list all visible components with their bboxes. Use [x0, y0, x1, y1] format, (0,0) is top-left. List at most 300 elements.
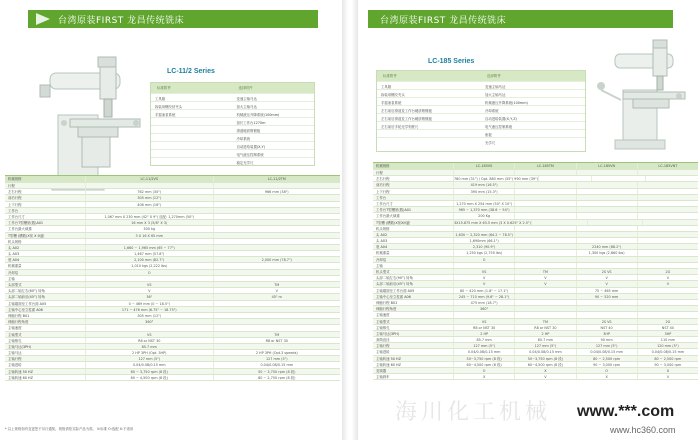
- acc-row: [377, 89, 585, 97]
- spec-cell: 2 HP: [453, 331, 514, 336]
- spec-values: [85, 257, 340, 262]
- spec-cell: O: [576, 368, 637, 373]
- spec-cell: 390 mm (15.3"): [453, 189, 514, 194]
- spec-cell: V: [453, 275, 514, 280]
- spec-cell: 2G: [637, 269, 698, 274]
- spec-values: [453, 275, 698, 280]
- spec-cell: 90 ~ 520 mm: [576, 294, 637, 299]
- spec-values: [453, 343, 698, 348]
- right-spec-table: [373, 162, 698, 380]
- spec-label: 主轴型式: [8, 332, 22, 337]
- acc-cell: 稳定光学尺: [236, 161, 254, 165]
- spec-cell: 245 ~ 715 mm (9.6" ~ 28.1"): [453, 294, 514, 299]
- spec-cell: LC-185VN: [576, 163, 637, 169]
- spec-values: [453, 368, 698, 373]
- spec-cell: V: [637, 374, 698, 379]
- spec-cell: [514, 189, 575, 194]
- spec-values: [85, 183, 340, 188]
- spec-label: 行程: [8, 184, 15, 188]
- acc-cell: 加长工作台1270m: [236, 121, 266, 125]
- spec-label: 伸缩行程角度: [376, 307, 397, 312]
- left-accessories-header: [151, 83, 314, 93]
- spec-cell: 127 mm (5"): [576, 343, 637, 348]
- spec-cell: V: [637, 275, 698, 280]
- spec-cell: 85.7 mm: [453, 337, 514, 342]
- acc-cell: 变速主轴马达: [485, 85, 506, 89]
- spec-cell: [213, 233, 341, 238]
- spec-cell: [637, 207, 698, 212]
- spec-values: [85, 189, 340, 194]
- spec-cell: [213, 344, 341, 349]
- acc-cell: 手摇油泵系统: [155, 113, 176, 117]
- right-page: [358, 0, 700, 440]
- spec-cell: [637, 232, 698, 237]
- spec-values: [453, 331, 698, 336]
- spec-label: 头 A03: [8, 252, 20, 257]
- spec-cell: X: [453, 374, 514, 379]
- spec-cell: 50~3,750 rpm (8 段): [514, 356, 575, 361]
- spec-cell: 60 ~ 3,750 rpm (8 段): [85, 369, 213, 374]
- spec-cell: [637, 250, 698, 255]
- acc-cell: 电气液压控制系统: [236, 153, 264, 157]
- acc-row: [151, 141, 314, 149]
- spec-label: 主轴行程: [376, 344, 390, 349]
- spec-label: 头 A03: [376, 239, 388, 244]
- spec-values: [85, 214, 340, 219]
- page-gutter: [342, 0, 358, 440]
- spec-label: 套筒直径: [376, 338, 390, 343]
- spec-cell: 1,067 mm X 230 mm (42" X 9") 选配: 1,270mm (50"): [85, 214, 213, 219]
- spec-label: 底 A04: [8, 258, 20, 263]
- spec-values: [453, 269, 698, 274]
- spec-cell: VS: [85, 332, 213, 337]
- acc-row: [377, 121, 585, 129]
- spec-label: 左右行程: [8, 190, 22, 195]
- spec-cell: [514, 232, 575, 237]
- spec-label: 头部二轴左右(60°) 转角: [8, 289, 45, 294]
- spec-label: 主轴进给: [8, 363, 22, 368]
- acc-cell: 机械液压升降系统(100mm): [485, 101, 528, 105]
- spec-cell: [637, 226, 698, 231]
- acc-row: [377, 81, 585, 89]
- spec-values: [453, 257, 698, 262]
- spec-cell: TM: [213, 282, 341, 287]
- spec-cell: 127 mm (5"): [514, 343, 575, 348]
- left-accessories-table: [150, 82, 315, 166]
- spec-cell: 120 mm (5"): [637, 343, 698, 348]
- spec-cell: 127 mm (5"): [213, 356, 341, 361]
- spec-cell: [538, 176, 591, 181]
- spec-values: [453, 170, 698, 175]
- spec-cell: 762 mm (30"): [85, 189, 213, 194]
- acc-cell: 手摇油泵系统: [381, 101, 402, 105]
- left-banner: [28, 10, 318, 28]
- left-spec-table: [5, 175, 340, 381]
- spec-cell: 60 ~ 4,500 rpm (8 段): [85, 375, 213, 380]
- spec-cell: 2 HP 3PH (Opt.3 speeds): [213, 350, 341, 355]
- spec-cell: 80 ~ 2,750 rpm (8 段): [213, 375, 341, 380]
- spec-values: [85, 239, 340, 244]
- spec-values: [85, 344, 340, 349]
- spec-values: [453, 182, 698, 187]
- spec-cell: 85.7 mm: [514, 337, 575, 342]
- spec-row: [5, 375, 340, 381]
- acc-header-cell: 选择附件: [238, 86, 253, 90]
- spec-cell: 1,630 ~ 2,320 mm (64.2 ~ 78.5"): [453, 232, 514, 237]
- spec-values: [453, 374, 698, 379]
- spec-values: [453, 176, 698, 181]
- watermark-site: www.***.com: [577, 403, 675, 420]
- acc-row: [151, 125, 314, 133]
- spec-cell: [213, 276, 341, 281]
- spec-label: 机头规格: [8, 239, 22, 244]
- acc-row: [151, 109, 314, 117]
- spec-cell: [637, 294, 698, 299]
- acc-cell: 机械液压升降系统(100mm): [236, 113, 280, 117]
- spec-cell: [514, 294, 575, 299]
- spec-values: [85, 369, 340, 374]
- spec-cell: [213, 325, 341, 330]
- spec-cell: [514, 300, 575, 305]
- spec-cell: 2G: [637, 319, 698, 324]
- spec-label: 主轴锥孔: [8, 338, 22, 343]
- acc-row: [377, 137, 585, 145]
- acc-row: [377, 105, 585, 113]
- spec-cell: 127 mm (5"): [453, 343, 514, 348]
- spec-values: [453, 337, 698, 342]
- spec-cell: [637, 257, 698, 262]
- spec-cell: 90 mm: [576, 337, 637, 342]
- spec-cell: [514, 288, 575, 293]
- spec-cell: 80 ~ 420 mm (1.8" ~ 17.1"): [453, 288, 514, 293]
- spec-label: T型槽 (槽数)X宽 X 间距: [8, 233, 45, 238]
- spec-cell: [213, 313, 341, 318]
- spec-cell: [637, 244, 698, 249]
- spec-cell: [591, 176, 644, 181]
- spec-cell: 0.04/0.08/0.15 mm: [213, 362, 341, 367]
- spec-values: [453, 250, 698, 255]
- spec-values: [85, 362, 340, 367]
- spec-values: [453, 294, 698, 299]
- spec-values: [85, 338, 340, 343]
- spec-cell: [213, 251, 341, 256]
- spec-cell: [637, 170, 698, 175]
- spec-cell: [576, 300, 637, 305]
- right-banner: [368, 10, 673, 28]
- spec-cell: NST 40: [637, 325, 698, 330]
- spec-cell: 2,100 mm (82.7"): [85, 257, 213, 262]
- spec-cell: 1,300 kgs (2,860 lbs): [576, 250, 637, 255]
- banner-arrow-icon: [36, 13, 50, 25]
- spec-cell: 50 ~ 3,750 rpm (8 段): [213, 369, 341, 374]
- spec-label: 头部二轴前后(45°) 转角: [376, 282, 413, 287]
- spec-cell: [514, 250, 575, 255]
- acc-cell: 加大主轴马达: [485, 93, 506, 97]
- spec-cell: [85, 276, 213, 281]
- spec-values: [85, 208, 340, 213]
- spec-cell: 90 ~ 3,000 rpm: [637, 362, 698, 367]
- spec-cell: 2,000 mm (78.7"): [213, 257, 341, 262]
- spec-values: [453, 312, 698, 317]
- spec-label: 主轴刹车: [376, 375, 390, 380]
- milling-machine-image: [593, 40, 688, 150]
- spec-values: [85, 288, 340, 293]
- spec-values: [85, 350, 340, 355]
- spec-cell: [576, 170, 637, 175]
- spec-label: 上下行程: [8, 202, 22, 207]
- spec-values: [453, 244, 698, 249]
- spec-cell: 36": [85, 294, 213, 299]
- spec-values: [85, 245, 340, 250]
- spec-values: [85, 356, 340, 361]
- spec-cell: [576, 189, 637, 194]
- spec-cell: [213, 208, 341, 213]
- spec-label: 机械规格: [8, 177, 22, 181]
- spec-values: [453, 238, 698, 243]
- spec-cell: [576, 312, 637, 317]
- spec-cell: 2S VS: [576, 269, 637, 274]
- spec-label: 主轴: [376, 263, 383, 268]
- acc-cell: 加大主轴马达: [236, 105, 257, 109]
- spec-cell: [637, 300, 698, 305]
- spec-cell: [85, 239, 213, 244]
- spec-cell: 2240 mm (88.2"): [576, 244, 637, 249]
- spec-cell: 1,660 ~ 1,965 mm (65 ~ 77"): [85, 245, 213, 250]
- spec-label: 左右行程: [376, 177, 390, 182]
- spec-label: 主轴速度: [376, 313, 390, 318]
- spec-cell: 2 HP 3PH (Opt. 3HP): [85, 350, 213, 355]
- spec-label: 底 A04: [376, 245, 388, 250]
- spec-values: [453, 213, 698, 218]
- acc-header-cell: 选择附件: [487, 74, 501, 78]
- spec-cell: [85, 208, 213, 213]
- spec-label: 主轴转速 60 HZ: [376, 362, 401, 367]
- spec-label: 工作台尺寸: [376, 201, 393, 206]
- spec-cell: X: [514, 368, 575, 373]
- acc-row: [377, 113, 585, 121]
- spec-cell: 1,010 kgs (2,222 lbs): [85, 263, 213, 268]
- spec-cell: 80 ~ 2,500 rpm: [637, 356, 698, 361]
- spec-label: 机械重量: [376, 251, 390, 256]
- spec-cell: [213, 183, 341, 188]
- spec-cell: [576, 213, 637, 218]
- spec-label: 主轴马达(3PH): [8, 344, 31, 349]
- spec-label: 主轴中心至立柱面 A06: [376, 294, 411, 299]
- spec-label: 变频器: [376, 369, 387, 373]
- spec-cell: LC-185VNT: [637, 163, 698, 169]
- spec-cell: 0.04/0.08/0.15 mm: [514, 349, 575, 354]
- spec-label: 头部型式: [8, 283, 22, 287]
- spec-values: [85, 251, 340, 256]
- spec-label: 主轴进给: [376, 350, 390, 355]
- spec-label: 主轴行程: [8, 357, 22, 362]
- acc-header-cell: 标准附件: [157, 86, 171, 90]
- acc-cell: [377, 138, 481, 145]
- spec-label: 伸缩行程 B01: [376, 300, 398, 305]
- spec-cell: [514, 306, 575, 311]
- spec-cell: R8 or NST 30: [213, 338, 341, 343]
- spec-label: 工作台T型槽宽(数)A01: [8, 221, 44, 226]
- spec-label: 主轴: [8, 276, 15, 281]
- spec-cell: 965 ~ 1,370 mm (38.6 ~ 54"): [453, 207, 514, 212]
- spec-cell: [576, 306, 637, 311]
- spec-cell: X: [576, 374, 637, 379]
- spec-cell: 2,310 (90.9"): [453, 244, 514, 249]
- spec-cell: [514, 207, 575, 212]
- spec-label: 前后行程: [8, 196, 22, 201]
- spec-cell: [213, 226, 341, 231]
- spec-values: [453, 288, 698, 293]
- milling-machine-image: [30, 55, 145, 190]
- spec-values: [85, 276, 340, 281]
- spec-label: 主轴锥孔: [376, 325, 390, 330]
- spec-cell: [576, 238, 637, 243]
- spec-cell: 780 mm (31") / Opt. 880 mm (35") 990 mm (39"): [454, 177, 538, 182]
- spec-cell: 3X15.875 mm X 63.5 mm (3 X 0.625" X 2.5"): [454, 220, 531, 225]
- spec-cell: [637, 195, 698, 200]
- acc-row: [377, 97, 585, 105]
- spec-values: [453, 163, 698, 169]
- spec-cell: [514, 257, 575, 262]
- spec-cell: [85, 325, 213, 330]
- spec-cell: 127 mm (5"): [85, 356, 213, 361]
- spec-cell: 1,467 mm (57.8"): [85, 251, 213, 256]
- spec-cell: R8 or NST 30: [453, 325, 514, 330]
- spec-cell: 2S VS: [576, 319, 637, 324]
- spec-cell: 406 mm (16"): [85, 202, 213, 207]
- spec-cell: 110 mm: [637, 337, 698, 342]
- spec-values: [85, 233, 340, 238]
- spec-values: [453, 281, 698, 286]
- spec-cell: O: [453, 257, 514, 262]
- acc-row: [151, 93, 314, 101]
- spec-values: [453, 325, 698, 330]
- spec-label: 前后行程: [376, 183, 390, 188]
- right-accessories-table: [376, 70, 586, 152]
- acc-cell: 工具箱: [381, 85, 392, 89]
- spec-cell: [213, 307, 341, 312]
- spec-cell: LC-185VS: [453, 163, 514, 169]
- spec-values: [453, 201, 698, 206]
- watermark-text: 海川化工机械: [395, 400, 552, 425]
- spec-cell: [637, 288, 698, 293]
- spec-cell: 16 mm X 3 (5/8" X 3): [85, 220, 213, 225]
- acc-cell: 拆装用螺纹钻夹头: [155, 105, 183, 109]
- spec-values: [85, 270, 340, 275]
- spec-cell: 171 ~ 476 mm (6.75" ~ 18.75"): [85, 307, 213, 312]
- spec-cell: [213, 195, 341, 200]
- acc-cell: 拆装用螺纹夹头: [381, 93, 405, 97]
- spec-cell: LC-11/2TM: [213, 176, 341, 182]
- spec-cell: [213, 214, 341, 219]
- spec-values: [453, 300, 698, 305]
- spec-cell: 3 X 16 X 65 mm: [85, 233, 213, 238]
- spec-cell: 0.04/0.08/0.15 mm: [637, 349, 698, 354]
- spec-cell: [637, 312, 698, 317]
- spec-cell: V: [453, 281, 514, 286]
- spec-cell: [213, 239, 341, 244]
- spec-cell: V: [514, 275, 575, 280]
- left-series-title: LC-11/2 Series: [167, 68, 215, 75]
- spec-cell: [637, 306, 698, 311]
- acc-cell: [151, 126, 233, 133]
- spec-cell: [514, 195, 575, 200]
- spec-cell: [637, 213, 698, 218]
- spec-cell: V: [576, 275, 637, 280]
- spec-label: 工作台: [8, 208, 19, 213]
- spec-values: [85, 294, 340, 299]
- spec-label: 头 A02: [376, 232, 388, 237]
- spec-cell: [514, 263, 575, 268]
- spec-cell: VS: [85, 282, 213, 287]
- spec-cell: 0.04/0.08/0.15 mm: [85, 362, 213, 367]
- spec-cell: 75 ~ 465 mm: [576, 288, 637, 293]
- spec-cell: [453, 195, 514, 200]
- spec-cell: [514, 201, 575, 206]
- spec-cell: [213, 263, 341, 268]
- spec-values: [453, 207, 698, 212]
- spec-cell: [514, 182, 575, 187]
- spec-label: 机械重量: [8, 264, 22, 269]
- spec-cell: [213, 202, 341, 207]
- spec-values: [85, 313, 340, 318]
- spec-cell: [453, 312, 514, 317]
- acc-cell: 工具箱: [155, 97, 166, 101]
- spec-label: 主轴速度: [8, 326, 22, 331]
- spec-values: [453, 189, 698, 194]
- acc-row: [151, 157, 314, 165]
- spec-cell: 305 mm (12"): [85, 195, 213, 200]
- spec-cell: 60~4,500 rpm (8 段): [514, 362, 575, 367]
- spec-cell: 419 mm (16.5"): [453, 182, 514, 187]
- spec-label: 机械规格: [376, 164, 390, 168]
- spec-cell: 85.7 mm: [85, 344, 213, 349]
- acc-row: [151, 117, 314, 125]
- spec-cell: [637, 263, 698, 268]
- acc-cell: 座板: [485, 133, 492, 137]
- spec-cell: [514, 238, 575, 243]
- spec-cell: [85, 183, 213, 188]
- spec-cell: 475 mm (18.7"): [453, 300, 514, 305]
- spec-label: 主轴中心至立柱面 A06: [8, 307, 43, 312]
- spec-label: 工作台T型槽宽(数)A01: [376, 208, 412, 213]
- acc-cell: 变速主轴马达: [236, 97, 257, 101]
- spec-cell: 200 Kg: [453, 213, 514, 218]
- spec-values: [453, 226, 698, 231]
- spec-label: 主轴端面至工作台面 A05: [376, 288, 415, 293]
- right-series-title: LC-185 Series: [428, 58, 475, 65]
- spec-label: 机头规格: [376, 226, 390, 231]
- spec-values: [453, 306, 698, 311]
- spec-cell: [637, 189, 698, 194]
- spec-cell: [637, 238, 698, 243]
- spec-label: 主轴型式: [376, 319, 390, 324]
- spec-cell: [576, 257, 637, 262]
- right-banner-title: 台湾原装FIRST 龙昌传统铣床: [380, 15, 507, 26]
- spec-cell: VS: [453, 319, 514, 324]
- spec-cell: [576, 195, 637, 200]
- spec-cell: R8 or NST 30: [514, 325, 575, 330]
- spec-values: [85, 176, 340, 182]
- spec-label: 主轴转速 50 HZ: [8, 369, 33, 374]
- spec-label: 上下行程: [376, 189, 390, 194]
- spec-label: 伸缩行程 B01: [8, 313, 30, 318]
- spec-cell: V: [576, 281, 637, 286]
- spec-cell: [453, 226, 514, 231]
- spec-label: 头 A02: [8, 245, 20, 250]
- acc-cell: [151, 134, 233, 141]
- spec-cell: [213, 301, 341, 306]
